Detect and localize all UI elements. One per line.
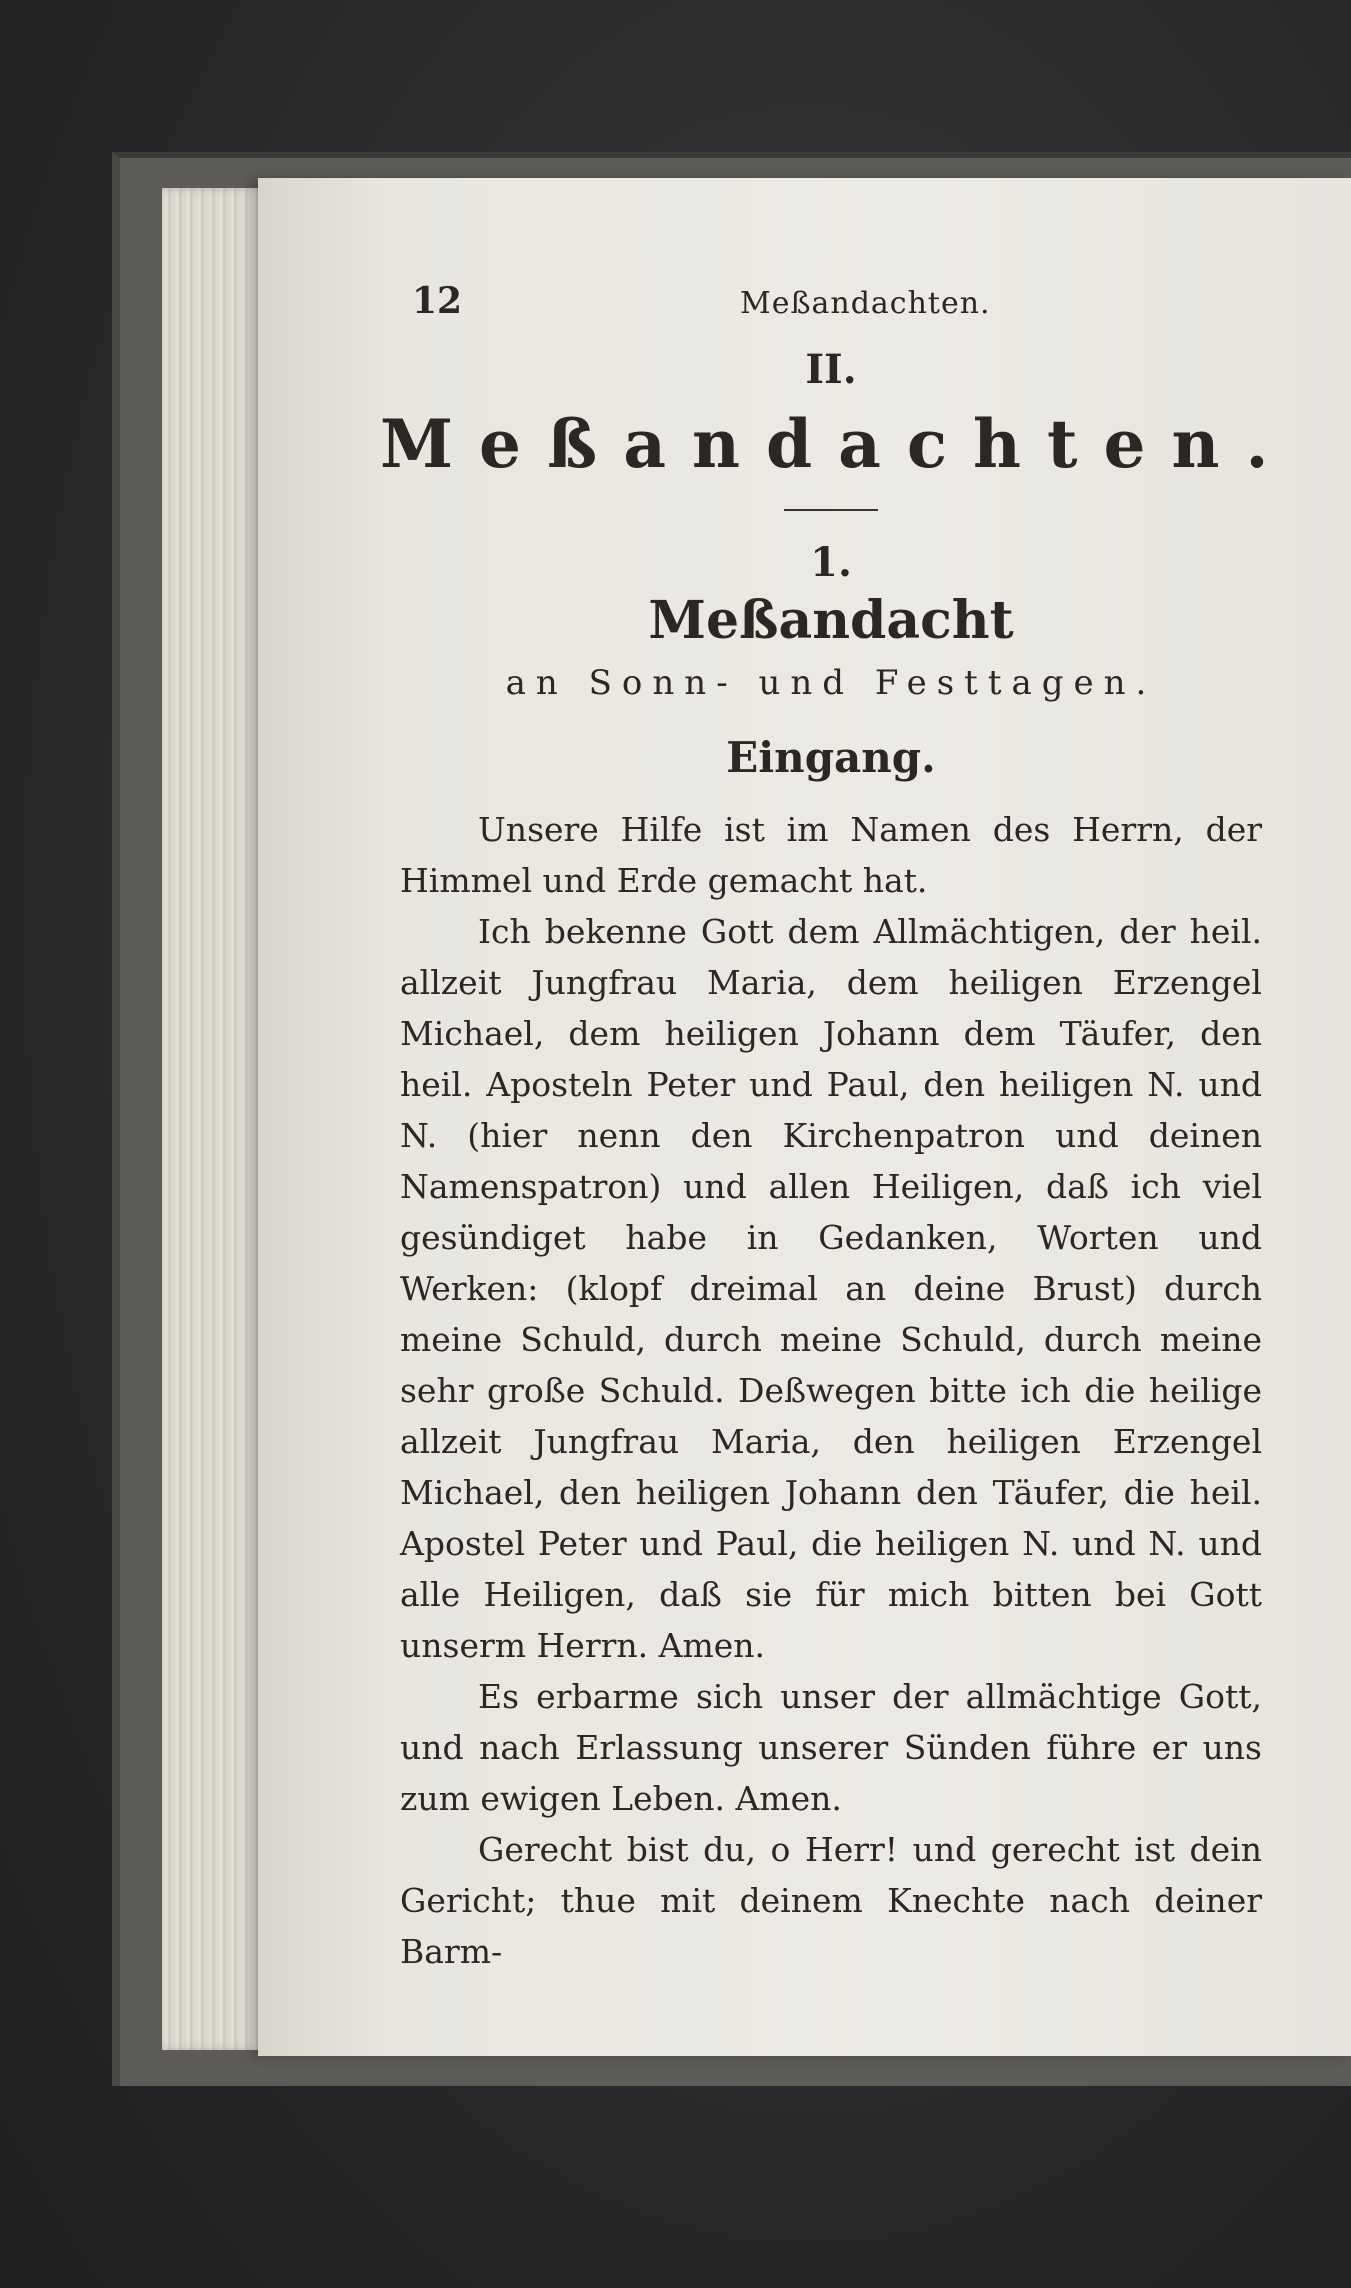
running-head-title: Meßandachten. <box>740 286 991 321</box>
page-content <box>380 280 1295 1977</box>
paragraph: Unsere Hilfe ist im Namen des Herrn, der Himmel und Erde gemacht hat. <box>400 810 1262 900</box>
subheading: Eingang. <box>726 733 936 782</box>
section-title: Meßandacht <box>648 590 1014 651</box>
paragraph: Ich bekenne Gott dem Allmächtigen, der heil. allzeit Jungfrau Maria, dem heiligen Erzengel Michael, dem heiligen Johann dem Täufer, den heil. Aposteln Peter und Paul, den heiligen N. und N. (hier nenn den Kirchenpatron und deinen Namenspatron) und allen Heiligen, daß ich viel gesündiget habe in Gedanken, Worten und Werken: (klopf dreimal an deine Brust) durch meine Schuld, durch meine Schuld, durch meine sehr große Schuld. Deßwegen bitte ich die heilige allzeit Jungfrau Maria, den heiligen Erzengel Michael, den heiligen Johann den Täufer, die heil. Apostel Peter und Paul, die heiligen N. und N. und alle Heiligen, daß sie für mich bitten bei Gott unserm Herrn. Amen. <box>400 912 1262 1665</box>
part-number: II. <box>805 346 857 393</box>
running-head <box>400 280 1262 324</box>
page-number: 12 <box>412 280 463 322</box>
section-number: 1. <box>810 539 852 586</box>
divider-rule <box>784 509 878 511</box>
section-subtitle: an Sonn- und Festtagen. <box>505 663 1157 703</box>
paragraph: Gerecht bist du, o Herr! und gerecht ist dein Gericht; thue mit deinem Knechte nach deiner Barm- <box>400 1830 1262 1971</box>
chapter-title: Meßandachten. <box>380 405 1295 483</box>
paragraph: Es erbarme sich unser der allmächtige Gott, und nach Erlassung unserer Sünden führe er uns zum ewigen Leben. Amen. <box>400 1677 1262 1818</box>
